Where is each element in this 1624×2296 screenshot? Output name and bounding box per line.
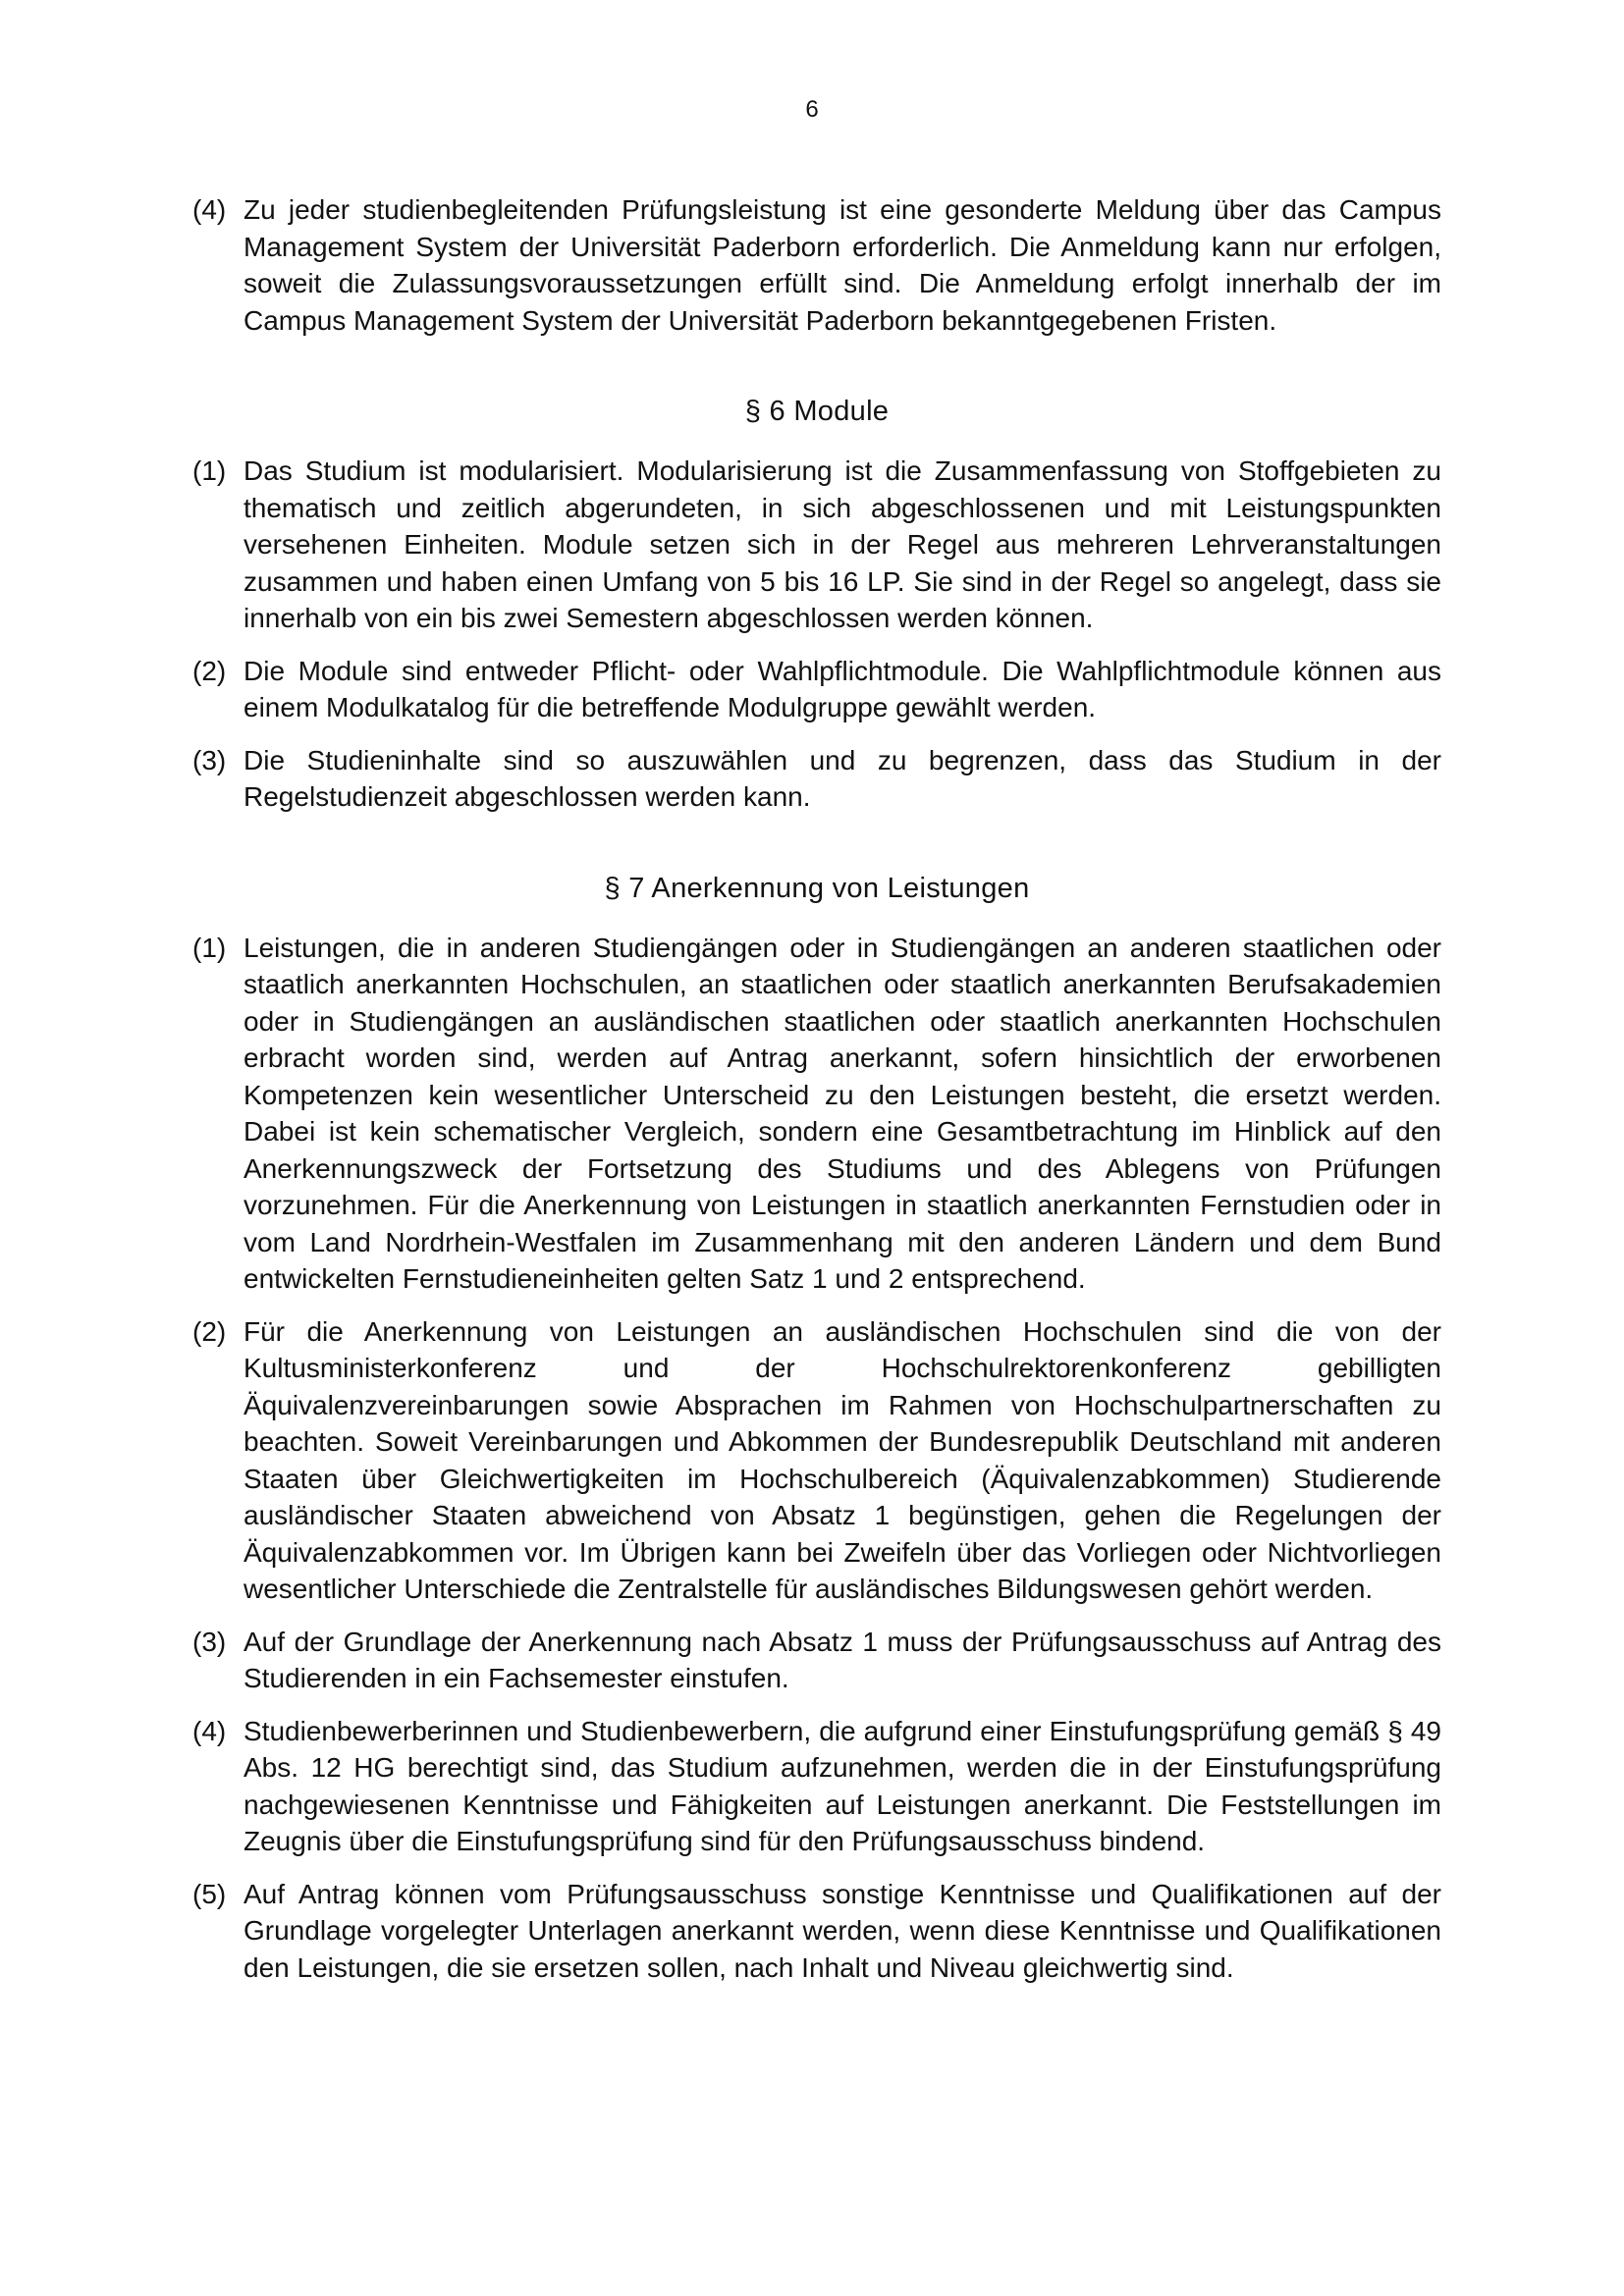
paragraph-text: Für die Anerkennung von Leistungen an ausländischen Hochschulen sind die von der Kultusministerkonferenz und der Hochschulrektorenkonferenz gebilligten Äquivalenzvereinbarungen sowie Absprachen im Rahmen von Hochschulpartnerschaften zu beachten. Soweit Vereinbarungen und Abkommen der Bundesrepublik Deutschland mit anderen Staaten über Gleichwertigkeiten im Hochschulbereich (Äquivalenzabkommen) Studierende ausländischer Staaten abweichend von Absatz 1 begünstigen, gehen die Regelungen der Äquivalenzabkommen vor. Im Übrigen kann bei Zweifeln über das Vorliegen oder Nichtvorliegen wesentlicher Unterschiede die Zentralstelle für ausländisches Bildungswesen gehört werden.: [244, 1315, 1441, 1604]
section-heading-7: § 7 Anerkennung von Leistungen: [604, 872, 1030, 904]
page-number: 6: [805, 96, 819, 123]
paragraph-number: (4): [192, 194, 227, 225]
paragraph-s5-4: [192, 191, 1441, 339]
paragraph-number: (1): [192, 455, 227, 486]
paragraph-number: (3): [192, 1626, 227, 1657]
paragraph-s7-1: [192, 930, 1441, 1298]
paragraph-text: Die Studieninhalte sind so auszuwählen und zu begrenzen, dass das Studium in der Regelstudienzeit abgeschlossen werden kann.: [244, 744, 1441, 812]
paragraph-s7-4: [192, 1713, 1441, 1860]
paragraph-number: (1): [192, 932, 227, 963]
paragraph-s7-5: [192, 1876, 1441, 1987]
paragraph-s6-2: [192, 653, 1441, 726]
paragraph-s6-3: [192, 742, 1441, 816]
paragraph-text: Auf Antrag können vom Prüfungsausschuss sonstige Kenntnisse und Qualifikationen auf der Grundlage vorgelegter Unterlagen anerkannt werden, wenn diese Kenntnisse und Qualifikationen den Leistungen, die sie ersetzen sollen, nach Inhalt und Niveau gleichwertig sind.: [244, 1878, 1441, 1983]
paragraph-text: Zu jeder studienbegleitenden Prüfungsleistung ist eine gesonderte Meldung über das Campus Management System der Universität Paderborn erforderlich. Die Anmeldung kann nur erfolgen, soweit die Zulassungsvoraussetzungen erfüllt sind. Die Anmeldung erfolgt innerhalb der im Campus Management System der Universität Paderborn bekanntgegebenen Fristen.: [244, 194, 1441, 336]
paragraph-number: (3): [192, 744, 227, 775]
paragraph-s7-2: [192, 1313, 1441, 1608]
paragraph-s6-1: [192, 453, 1441, 637]
paragraph-number: (2): [192, 655, 227, 686]
paragraph-s7-3: [192, 1624, 1441, 1697]
paragraph-text: Das Studium ist modularisiert. Modularisierung ist die Zusammenfassung von Stoffgebieten zu thematisch und zeitlich abgerundeten, in sich abgeschlossenen und mit Leistungspunkten versehenen Einheiten. Module setzen sich in der Regel aus mehreren Lehrveranstaltungen zusammen und haben einen Umfang von 5 bis 16 LP. Sie sind in der Regel so angelegt, dass sie innerhalb von ein bis zwei Semestern abgeschlossen werden können.: [244, 455, 1441, 633]
document-body: [192, 191, 1441, 2002]
paragraph-text: Die Module sind entweder Pflicht- oder Wahlpflichtmodule. Die Wahlpflichtmodule können aus einem Modulkatalog für die betreffende Modulgruppe gewählt werden.: [244, 655, 1441, 722]
paragraph-number: (4): [192, 1715, 227, 1746]
paragraph-number: (2): [192, 1315, 227, 1347]
paragraph-text: Leistungen, die in anderen Studiengängen oder in Studiengängen an anderen staatlichen oder staatlich anerkannten Hochschulen, an staatlichen oder staatlich anerkannten Berufsakademien oder in Studiengängen an ausländischen staatlichen oder staatlich anerkannten Hochschulen erbracht worden sind, werden auf Antrag anerkannt, sofern hinsichtlich der erworbenen Kompetenzen kein wesentlicher Unterscheid zu den Leistungen besteht, die ersetzt werden. Dabei ist kein schematischer Vergleich, sondern eine Gesamtbetrachtung im Hinblick auf den Anerkennungszweck der Fortsetzung des Studiums und des Ablegens von Prüfungen vorzunehmen. Für die Anerkennung von Leistungen in staatlich anerkannten Fernstudien oder in vom Land Nordrhein-Westfalen im Zusammenhang mit den anderen Ländern und dem Bund entwickelten Fernstudieneinheiten gelten Satz 1 und 2 entsprechend.: [244, 932, 1441, 1294]
paragraph-text: Auf der Grundlage der Anerkennung nach Absatz 1 muss der Prüfungsausschuss auf Antrag des Studierenden in ein Fachsemester einstufen.: [244, 1626, 1441, 1693]
paragraph-text: Studienbewerberinnen und Studienbewerbern, die aufgrund einer Einstufungsprüfung gemäß § 49 Abs. 12 HG berechtigt sind, das Studium aufzunehmen, werden die in der Einstufungsprüfung nachgewiesenen Kenntnisse und Fähigkeiten auf Leistungen anerkannt. Die Feststellungen im Zeugnis über die Einstufungsprüfung sind für den Prüfungsausschuss bindend.: [244, 1715, 1441, 1856]
section-heading-6: § 6 Module: [744, 396, 890, 427]
paragraph-number: (5): [192, 1878, 227, 1909]
